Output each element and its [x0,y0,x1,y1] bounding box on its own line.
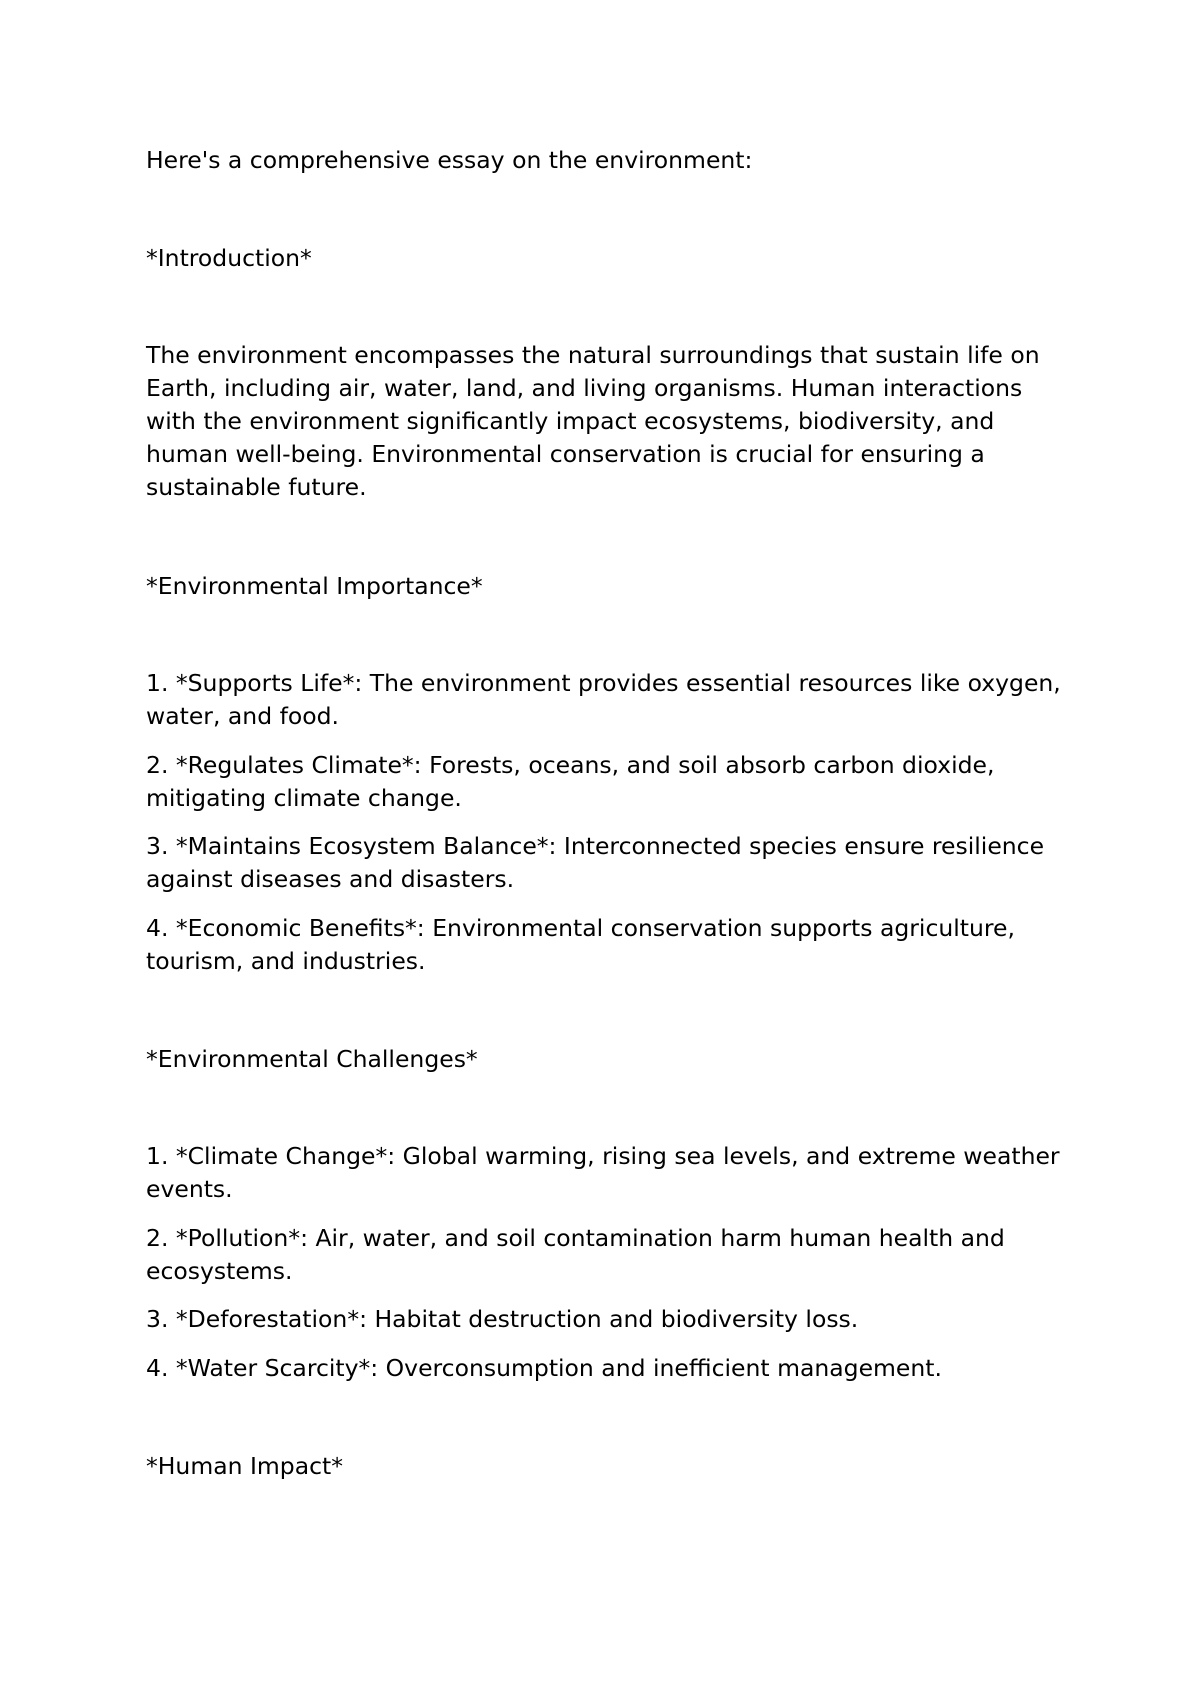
list-item: 4. *Economic Benefits*: Environmental conservation supports agriculture, tourism, and industries. [146,914,1015,975]
list-item: 1. *Supports Life*: The environment provides essential resources like oxygen, water, and food. [146,669,1061,730]
list-item: 3. *Maintains Ecosystem Balance*: Interconnected species ensure resilience against diseases and disasters. [146,832,1045,893]
list-item: 1. *Climate Change*: Global warming, rising sea levels, and extreme weather events. [146,1142,1060,1203]
heading-introduction: *Introduction* [146,244,312,272]
heading-human-impact: *Human Impact* [146,1452,343,1480]
heading-environmental-challenges: *Environmental Challenges* [146,1045,478,1073]
introduction-paragraph: The environment encompasses the natural surroundings that sustain life on Earth, including air, water, land, and living organisms. Human interactions with the environment significantly impact ecosystems, biodiversity, and human well-being. Environmental conservation is crucial for ensuring a sustainable future. [146,341,1040,501]
list-item: 2. *Regulates Climate*: Forests, oceans, and soil absorb carbon dioxide, mitigating climate change. [146,751,995,812]
heading-environmental-importance: *Environmental Importance* [146,572,483,600]
list-item: 3. *Deforestation*: Habitat destruction and biodiversity loss. [146,1305,859,1333]
list-item: 4. *Water Scarcity*: Overconsumption and inefficient management. [146,1354,942,1382]
intro-line: Here's a comprehensive essay on the environment: [146,146,753,174]
list-item: 2. *Pollution*: Air, water, and soil contamination harm human health and ecosystems. [146,1224,1005,1285]
